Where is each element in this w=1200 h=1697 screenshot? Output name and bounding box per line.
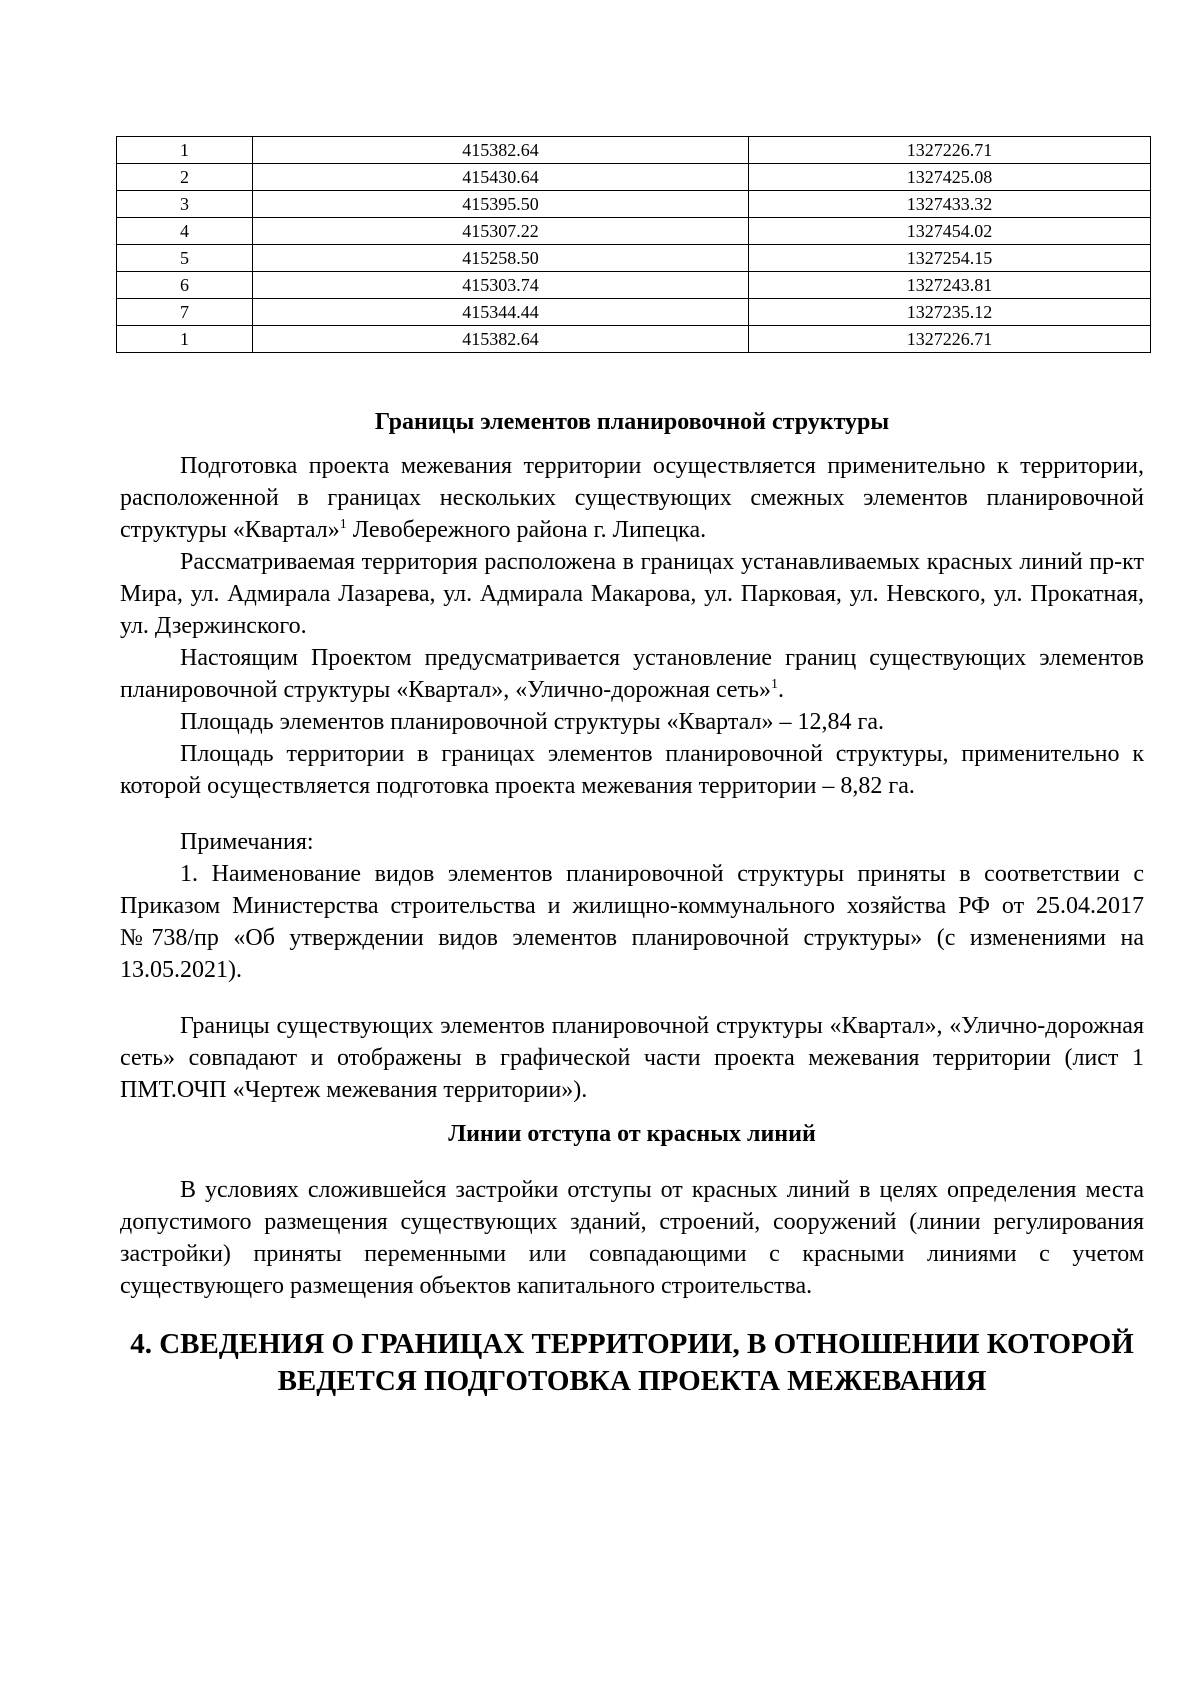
point-number: 6 — [117, 272, 253, 299]
coord-y: 1327425.08 — [749, 164, 1151, 191]
coordinates-table — [116, 136, 1151, 353]
coord-y: 1327226.71 — [749, 137, 1151, 164]
paragraph-red-lines: Рассматриваемая территория расположена в границах устанавливаемых красных линий пр-кт Мира, ул. Адмирала Лазарева, ул. Адмирала Макарова, ул. Парковая, ул. Невского, ул. Прокатная, ул. Дзержинского. — [120, 549, 1144, 639]
setback-heading: Линии отступа от красных линий — [448, 1121, 816, 1147]
point-number: 1 — [117, 137, 253, 164]
point-number: 5 — [117, 245, 253, 272]
paragraph-territory-area: Площадь территории в границах элементов планировочной структуры, применительно к которой осуществляется подготовка проекта межевания территории – 8,82 га. — [120, 741, 1144, 799]
paragraph-text: Подготовка проекта межевания территории осуществляется применительно к территории, расположенной в границах нескольких существующих смежных элементов планировочной структуры «Квартал» — [120, 453, 1144, 543]
table-row — [117, 299, 1151, 326]
coord-x: 415382.64 — [253, 326, 749, 353]
point-number: 3 — [117, 191, 253, 218]
notes-title: Примечания: — [180, 829, 314, 855]
point-number: 7 — [117, 299, 253, 326]
coord-y: 1327226.71 — [749, 326, 1151, 353]
footnote-marker: 1 — [339, 517, 347, 532]
point-number: 2 — [117, 164, 253, 191]
paragraph-project-establishes — [120, 642, 1144, 706]
table-row — [117, 218, 1151, 245]
paragraph-boundaries-match: Границы существующих элементов планировочной структуры «Квартал», «Улично-дорожная сеть» совпадают и отображены в графической части проекта межевания территории (лист 1 ПМТ.ОЧП «Чертеж межевания территории»). — [120, 1013, 1144, 1103]
section-4-title — [120, 1326, 1144, 1400]
document-body — [120, 406, 1144, 1400]
coord-y: 1327454.02 — [749, 218, 1151, 245]
section-4-title-line2: ВЕДЕТСЯ ПОДГОТОВКА ПРОЕКТА МЕЖЕВАНИЯ — [277, 1365, 987, 1397]
point-number: 4 — [117, 218, 253, 245]
table-row — [117, 191, 1151, 218]
paragraph-text: Настоящим Проектом предусматривается установление границ существующих элементов планировочной структуры «Квартал», «Улично-дорожная сеть» — [120, 645, 1144, 703]
coord-x: 415430.64 — [253, 164, 749, 191]
coord-x: 415303.74 — [253, 272, 749, 299]
coord-x: 415395.50 — [253, 191, 749, 218]
coord-x: 415382.64 — [253, 137, 749, 164]
table-row — [117, 245, 1151, 272]
table-row — [117, 272, 1151, 299]
table-row — [117, 137, 1151, 164]
paragraph-text: . — [777, 677, 784, 703]
coord-x: 415307.22 — [253, 218, 749, 245]
coord-y: 1327254.15 — [749, 245, 1151, 272]
paragraph-setback: В условиях сложившейся застройки отступы от красных линий в целях определения места допустимого размещения существующих зданий, строений, сооружений (линии регулирования застройки) приняты переменными или совпадающими с красными линиями с учетом существующего размещения объектов капитального строительства. — [120, 1177, 1144, 1299]
coord-x: 415344.44 — [253, 299, 749, 326]
coord-y: 1327235.12 — [749, 299, 1151, 326]
notes-item: 1. Наименование видов элементов планировочной структуры приняты в соответствии с Приказом Министерства строительства и жилищно-коммунального хозяйства РФ от 25.04.2017 №738/пр «Об утверждении видов элементов планировочной структуры» (с изменениями на 13.05.2021). — [120, 861, 1144, 983]
boundaries-heading: Границы элементов планировочной структуры — [374, 409, 890, 435]
coord-x: 415258.50 — [253, 245, 749, 272]
point-number: 1 — [117, 326, 253, 353]
footnote-marker: 1 — [770, 677, 778, 692]
paragraph-quarter-area: Площадь элементов планировочной структуры «Квартал» – 12,84 га. — [180, 709, 884, 735]
coord-y: 1327243.81 — [749, 272, 1151, 299]
paragraph-text: Левобережного района г. Липецка. — [346, 517, 707, 543]
table-row — [117, 164, 1151, 191]
table-row — [117, 326, 1151, 353]
coord-y: 1327433.32 — [749, 191, 1151, 218]
section-4-title-line1: 4. СВЕДЕНИЯ О ГРАНИЦАХ ТЕРРИТОРИИ, В ОТНОШЕНИИ КОТОРОЙ — [130, 1328, 1134, 1360]
paragraph-territory-preparation — [120, 450, 1144, 546]
coordinates-table-body — [117, 137, 1151, 353]
